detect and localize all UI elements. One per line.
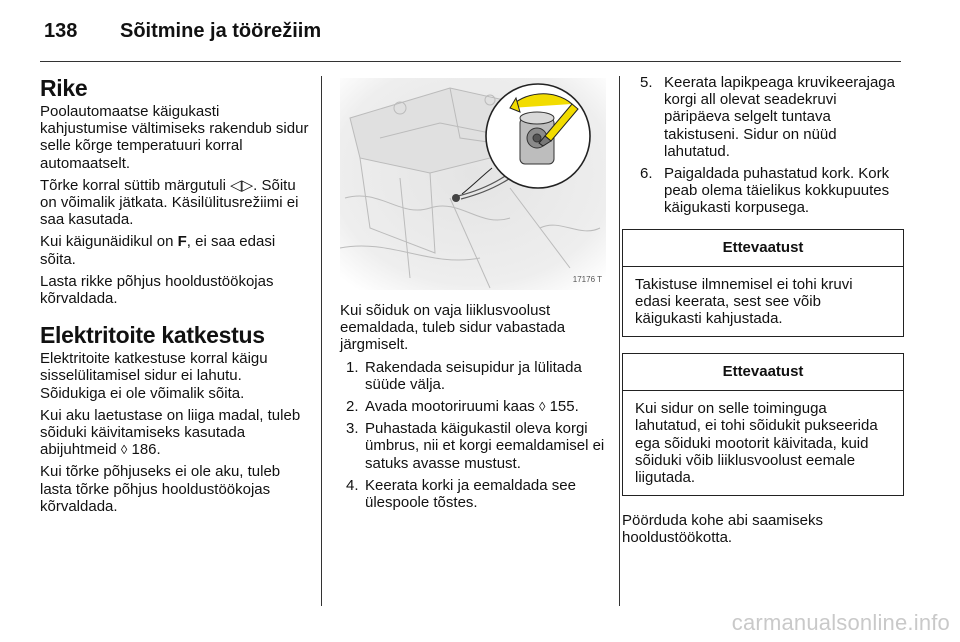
- screw-location-marker: [452, 194, 460, 202]
- step-text: Keerata lapikpeaga kruvikeerajaga korgi all olevat seadekruvi päripäeva selgelt tuntava takistuseni. Sidur on nüüd lahutatud.: [664, 74, 895, 160]
- fault-p3-text: Kui käigunäidikul on: [40, 233, 178, 251]
- power-p2-text: Kui aku laetustase on liiga madal, tuleb sõiduki käivitamiseks kasutada abijuhtmeid: [40, 406, 301, 459]
- engine-bay-drawing: [340, 78, 606, 290]
- step-number: 4.: [346, 476, 359, 494]
- list-item: [640, 74, 904, 160]
- step-text: Puhastada käigukastil oleva korgi ümbrus, nii et korgi eemaldamisel ei satuks avasse mustust.: [365, 420, 605, 472]
- power-paragraph-3: Kui tõrke põhjuseks ei ole aku, tuleb lasta tõrke põhjus hooldustöökojas kõrvaldada.: [40, 463, 281, 515]
- page-reference-link[interactable]: 155.: [545, 398, 579, 416]
- column-divider-right: [619, 76, 620, 606]
- step-text: [365, 398, 606, 415]
- column-right: [622, 74, 904, 552]
- column-divider-left: [321, 76, 322, 606]
- fault-p2-text-end: . Sõitu on võimalik jätkata. Käsilülitusrežiimi ei saa kasutada.: [40, 176, 299, 229]
- chapter-title: Sõitmine ja töörežiim: [120, 20, 322, 42]
- list-item: [346, 359, 606, 393]
- power-paragraph-2: [40, 407, 310, 459]
- fault-paragraph-1: Poolautomaatse käigukasti kahjustumise vältimiseks rakendub sidur selle kõrge temperatuuri korral automaatselt.: [40, 103, 309, 172]
- engine-bay-illustration: [340, 78, 606, 290]
- gear-indicator-letter: F: [177, 233, 187, 251]
- list-item: [346, 398, 606, 415]
- intro-paragraph: Kui sõiduk on vaja liiklusvoolust eemaldada, tuleb sidur vabastada järgmiselt.: [340, 302, 566, 354]
- fault-p2-text: Tõrke korral süttib märgutuli: [40, 176, 231, 194]
- list-item: [346, 420, 606, 472]
- caution-box-resistance: [622, 229, 904, 338]
- caution-box-towing: [622, 353, 904, 496]
- caution-heading: Ettevaatust: [623, 230, 903, 267]
- list-item: [640, 165, 904, 217]
- fault-paragraph-2: [40, 177, 310, 229]
- caution-text: Takistuse ilmnemisel ei tohi kruvi edasi keerata, sest see võib käigukasti kahjustada.: [635, 275, 853, 328]
- column-left: [40, 74, 310, 520]
- step-number: 3.: [346, 420, 359, 438]
- transmission-warning-icon: ◁▷: [230, 176, 254, 194]
- caution-heading: Ettevaatust: [623, 354, 903, 391]
- procedure-list-part-2: [640, 74, 904, 217]
- header-divider: [40, 61, 901, 62]
- step-number: 6.: [640, 165, 653, 183]
- page-number: 138: [44, 20, 78, 42]
- column-middle: [340, 74, 606, 516]
- step-text: Paigaldada puhastatud kork. Kork peab olema täielikus kokkupuutes käigukasti korpusega.: [664, 165, 890, 217]
- step-text: Keerata korki ja eemaldada see ülespoole tõstes.: [365, 476, 576, 512]
- page-reference-icon: ◊: [120, 442, 128, 458]
- section-heading-power-failure: Elektritoite katkestus: [40, 322, 265, 349]
- page-reference-icon: ◊: [538, 399, 546, 415]
- workshop-advice: Pöörduda kohe abi saamiseks hooldustöökotta.: [622, 512, 823, 547]
- step-text-part: Avada mootoriruumi kaas: [365, 398, 539, 416]
- procedure-list-part-1: [346, 359, 606, 512]
- watermark: carmanualsonline.info: [731, 610, 950, 635]
- fault-paragraph-3: [40, 233, 310, 267]
- caution-text: Kui sidur on selle toiminguga lahutatud, ei tohi sõidukit pukseerida ega sõiduki mootorit käivitada, kuid sõiduki võib liiklusvoolust eemale liigutada.: [635, 400, 878, 487]
- page-reference-link[interactable]: 186.: [127, 441, 161, 459]
- page-header: [44, 20, 321, 50]
- step-text: Rakendada seisupidur ja lülitada süüde välja.: [365, 358, 582, 393]
- section-heading-fault: Rike: [40, 75, 88, 101]
- step-number: 1.: [346, 358, 359, 376]
- list-item: [346, 477, 606, 511]
- fault-p3-text-end: , ei saa edasi sõita.: [40, 233, 276, 268]
- fault-paragraph-4: Lasta rikke põhjus hooldustöökojas kõrvaldada.: [40, 272, 274, 308]
- figure-code: 17176 T: [572, 275, 602, 284]
- power-paragraph-1: Elektritoite katkestuse korral käigu sisselülitamisel sidur ei lahutu. Sõidukiga ei ole võimalik sõita.: [40, 350, 268, 402]
- step-number: 5.: [640, 74, 653, 91]
- step-number: 2.: [346, 398, 359, 416]
